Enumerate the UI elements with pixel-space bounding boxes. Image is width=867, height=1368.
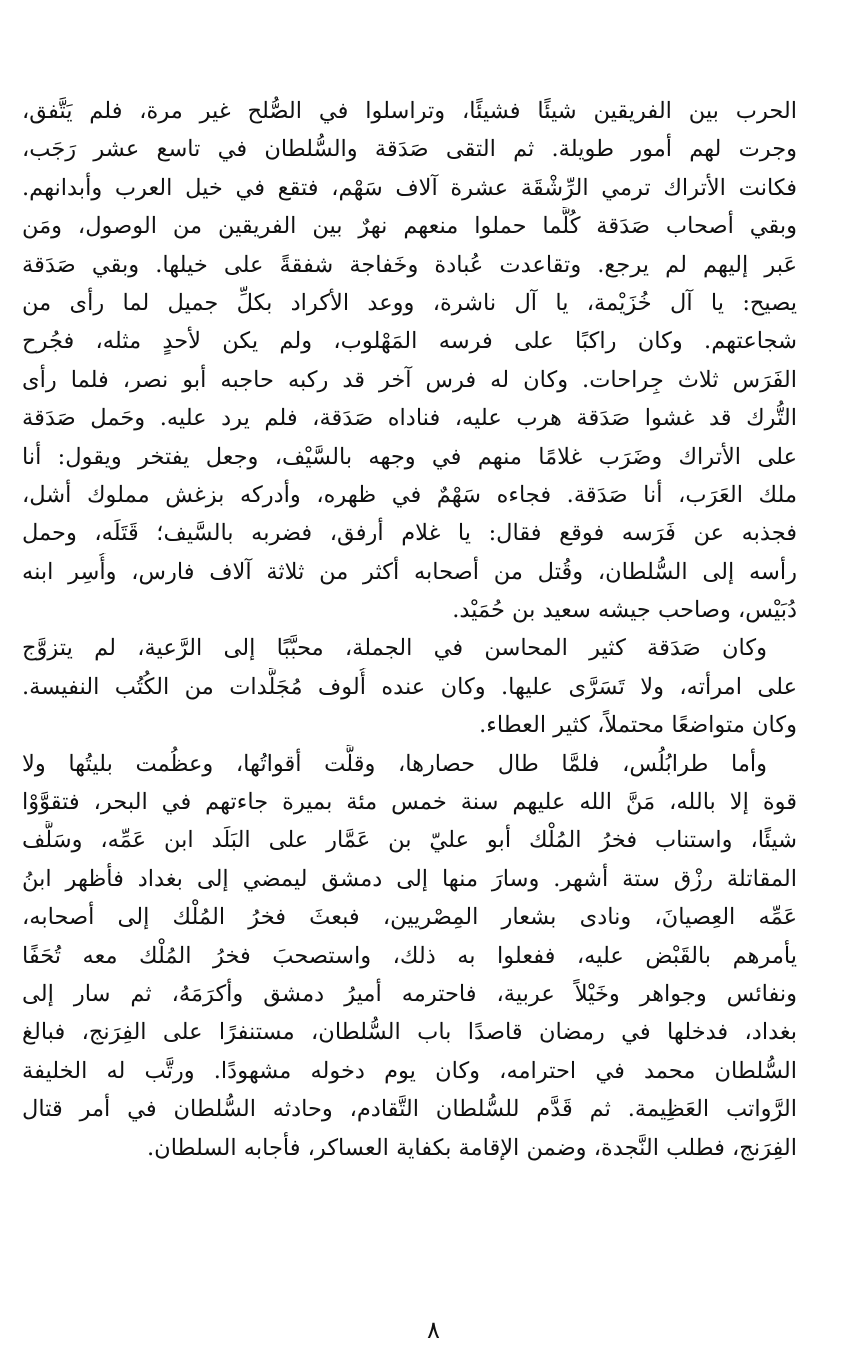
text-line: يصيح: يا آل خُزَيْمة، يا آل ناشرة، ووعد الأكراد بكلِّ جميل لما رأى من (22, 289, 797, 316)
text-line: وجرت لهم أمور طويلة. ثم التقى صَدَقة والسُّلطان في تاسع عشر رَجَب، (22, 136, 797, 163)
text-line: بغداد، فدخلها في رمضان قاصدًا باب السُّلطان، مستنفرًا على الفِرَنج، فبالغ (22, 1019, 797, 1046)
text-line: الفِرَنج، فطلب النَّجدة، وضمن الإقامة بكفاية العساكر، فأجابه السلطان. (147, 1134, 797, 1161)
text-line: على امرأته، ولا تَسَرَّى عليها. وكان عنده أُلوف مُجَلَّدات من الكُتُب النفيسة. (22, 673, 797, 700)
text-line: وبقي أصحاب صَدَقة كُلَّما حملوا منعهم نهرٌ بين الفريقين من الوصول، ومَن (22, 213, 797, 240)
text-line: فجذبه عن فَرَسه فوقع فقال: يا غلام أرفق، فضربه بالسَّيف؛ قَتَلَه، وحمل (22, 520, 797, 547)
text-line: شجاعتهم. وكان راكبًا على فرسه المَهْلوب، ولم يكن لأحدٍ مثله، فجُرح (22, 328, 797, 355)
text-line: على الأتراك وضَرَب غلامًا منهم في وجهه بالسَّيْف، وجعل يفتخر ويقول: أنا (22, 443, 797, 470)
text-line: السُّلطان محمد في احترامه، وكان يوم دخوله مشهودًا. ورتَّب له الخليفة (22, 1057, 797, 1084)
text-line: ونفائس وجواهر وخَيْلاً عربية، فاحترمه أميرُ دمشق وأكرَمَهُ، ثم سار إلى (22, 980, 797, 1007)
paragraph-sadaqa-character (22, 629, 797, 744)
text-line: وأما طرابُلُس، فلمَّا طال حصارها، وقلَّت أقواتُها، وعظُمت بليتُها ولا (22, 750, 767, 777)
text-line: رأسه إلى السُّلطان، وقُتل من أصحابه أكثر من ثلاثة آلاف فارس، وأُسِر ابنه (22, 558, 797, 585)
text-line: دُبَيْس، وصاحب جيشه سعيد بن حُمَيْد. (452, 597, 797, 624)
text-line: شيئًا، واستناب فخرُ المُلْك أبو عليّ بن عَمَّار على البَلَد ابن عَمِّه، وسَلَّف (22, 827, 797, 854)
text-line: عَمِّه العِصيانَ، ونادى بشعار المِصْريين، فبعثَ فخرُ المُلْك إلى أصحابه، (22, 904, 797, 931)
page-number: ٨ (427, 1316, 440, 1344)
text-line: الفَرَس ثلاث جِراحات. وكان له فرس آخر قد ركبه حاجبه أبو نصر، فلما رأى (22, 366, 797, 393)
text-line: فكانت الأتراك ترمي الرِّشْقَة عشرة آلاف سَهْم، فتقع في خيل العرب وأبدانهم. (22, 174, 797, 201)
page-body (22, 92, 797, 1167)
text-line: الرَّواتب العَظِيمة. ثم قَدَّم للسُّلطان التَّقادم، وحادثه السُّلطان في أمر قتال (22, 1096, 797, 1123)
text-line: الحرب بين الفريقين شيئًا فشيئًا، وتراسلوا في الصُّلح غير مرة، فلم يَتَّفق، (22, 98, 797, 124)
text-line: قوة إلا بالله، مَنَّ الله عليهم سنة خمس مئة بميرة جاءتهم في البحر، فتقوَّوْا (22, 789, 797, 816)
text-line: ملك العَرَب، أنا صَدَقة. فجاءه سَهْمٌ في ظهره، وأدركه بزغش مملوك أشل، (22, 481, 797, 508)
text-line: عَبر إليهم لم يرجع. وتقاعدت عُبادة وخَفاجة شفقةً على خيلها. وبقي صَدَقة (22, 251, 797, 278)
text-line: وكان متواضعًا محتملاً، كثير العطاء. (479, 712, 797, 739)
text-line: التُّرك قد غشوا صَدَقة هرب عليه، فناداه صَدَقة، فلم يرد عليه. وحَمل صَدَقة (22, 405, 797, 432)
text-line: يأمرهم بالقَبْض عليه، ففعلوا به ذلك، واستصحبَ فخرُ المُلْك معه تُحَفًا (22, 942, 797, 969)
paragraph-sadaqa-battle (22, 92, 797, 629)
paragraph-tripoli (22, 745, 797, 1167)
text-line: وكان صَدَقة كثير المحاسن في الجملة، محبَّبًا إلى الرَّعية، لم يتزوَّج (22, 635, 767, 662)
text-line: المقاتلة رزْق ستة أشهر. وسارَ منها إلى دمشق ليمضي إلى بغداد فأظهر ابنُ (22, 865, 797, 892)
